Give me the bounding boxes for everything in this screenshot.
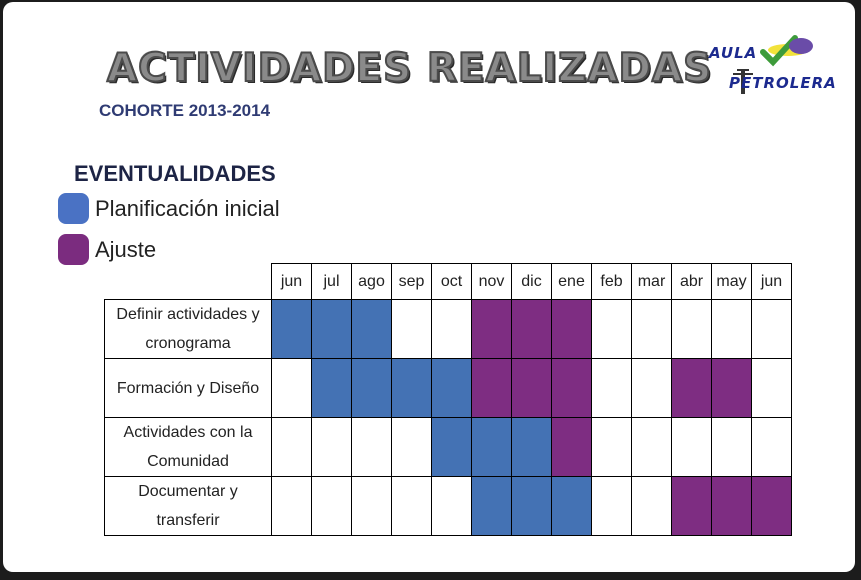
month-header: abr <box>672 264 712 300</box>
logo-graphic <box>703 30 833 110</box>
cell-planificacion <box>312 359 352 418</box>
cell-planificacion <box>512 477 552 536</box>
month-header: mar <box>632 264 672 300</box>
cell-empty <box>352 418 392 477</box>
cell-planificacion <box>392 359 432 418</box>
cell-planificacion <box>272 300 312 359</box>
month-header: feb <box>592 264 632 300</box>
cell-empty <box>432 477 472 536</box>
cell-planificacion <box>312 300 352 359</box>
row-label: Formación y Diseño <box>105 359 272 418</box>
legend-swatch-ajuste <box>58 234 89 265</box>
cell-empty <box>592 359 632 418</box>
cell-empty <box>392 418 432 477</box>
cell-empty <box>752 300 792 359</box>
logo-purple-shape <box>789 38 813 54</box>
cell-ajuste <box>672 359 712 418</box>
aula-petrolera-logo <box>703 30 837 110</box>
cell-planificacion <box>472 418 512 477</box>
cell-empty <box>712 300 752 359</box>
cell-ajuste <box>512 300 552 359</box>
logo-text-line2: PETROLERA <box>729 74 837 92</box>
schedule-body <box>105 300 792 536</box>
legend-item-planificacion <box>58 193 280 224</box>
cell-empty <box>312 418 352 477</box>
table-row <box>105 418 792 477</box>
table-row <box>105 477 792 536</box>
cell-planificacion <box>352 300 392 359</box>
slide <box>3 2 855 572</box>
cell-empty <box>752 418 792 477</box>
cell-empty <box>592 418 632 477</box>
cell-empty <box>272 418 312 477</box>
cell-empty <box>632 300 672 359</box>
month-header: jun <box>272 264 312 300</box>
cell-ajuste <box>472 300 512 359</box>
month-header: jun <box>752 264 792 300</box>
cell-empty <box>632 359 672 418</box>
cell-ajuste <box>712 477 752 536</box>
logo-text-line1: AULA <box>709 44 758 62</box>
cell-empty <box>632 477 672 536</box>
table-row <box>105 359 792 418</box>
cell-ajuste <box>472 359 512 418</box>
month-header: sep <box>392 264 432 300</box>
table-row <box>105 300 792 359</box>
cell-empty <box>392 300 432 359</box>
legend-item-ajuste <box>58 234 156 265</box>
cell-ajuste <box>552 418 592 477</box>
cell-empty <box>432 300 472 359</box>
legend-swatch-planificacion <box>58 193 89 224</box>
row-label: Actividades con la Comunidad <box>105 418 272 477</box>
cell-ajuste <box>752 477 792 536</box>
cell-planificacion <box>352 359 392 418</box>
cell-empty <box>312 477 352 536</box>
row-label: Definir actividades y cronograma <box>105 300 272 359</box>
cell-ajuste <box>552 359 592 418</box>
month-header-row <box>105 264 792 300</box>
cell-planificacion <box>552 477 592 536</box>
cell-empty <box>632 418 672 477</box>
legend-label-ajuste: Ajuste <box>95 236 157 262</box>
cell-ajuste <box>712 359 752 418</box>
month-header: dic <box>512 264 552 300</box>
page-title: ACTIVIDADES REALIZADAS <box>107 46 713 91</box>
cell-ajuste <box>512 359 552 418</box>
month-header: nov <box>472 264 512 300</box>
month-header: ene <box>552 264 592 300</box>
cell-planificacion <box>432 418 472 477</box>
schedule-table <box>104 263 792 536</box>
cell-empty <box>272 477 312 536</box>
month-header: oct <box>432 264 472 300</box>
eventualidades-heading: EVENTUALIDADES <box>74 161 276 186</box>
row-label: Documentar y transferir <box>105 477 272 536</box>
cell-ajuste <box>672 477 712 536</box>
cell-empty <box>672 418 712 477</box>
cell-planificacion <box>472 477 512 536</box>
cell-empty <box>712 418 752 477</box>
cell-empty <box>352 477 392 536</box>
month-header: may <box>712 264 752 300</box>
cell-planificacion <box>512 418 552 477</box>
cell-ajuste <box>552 300 592 359</box>
cell-planificacion <box>432 359 472 418</box>
page-subtitle: COHORTE 2013-2014 <box>99 101 271 120</box>
cell-empty <box>592 477 632 536</box>
cell-empty <box>752 359 792 418</box>
month-header: ago <box>352 264 392 300</box>
cell-empty <box>672 300 712 359</box>
legend-label-planificacion: Planificación inicial <box>95 195 280 221</box>
header-corner <box>105 264 272 300</box>
cell-empty <box>392 477 432 536</box>
cell-empty <box>272 359 312 418</box>
month-header: jul <box>312 264 352 300</box>
cell-empty <box>592 300 632 359</box>
